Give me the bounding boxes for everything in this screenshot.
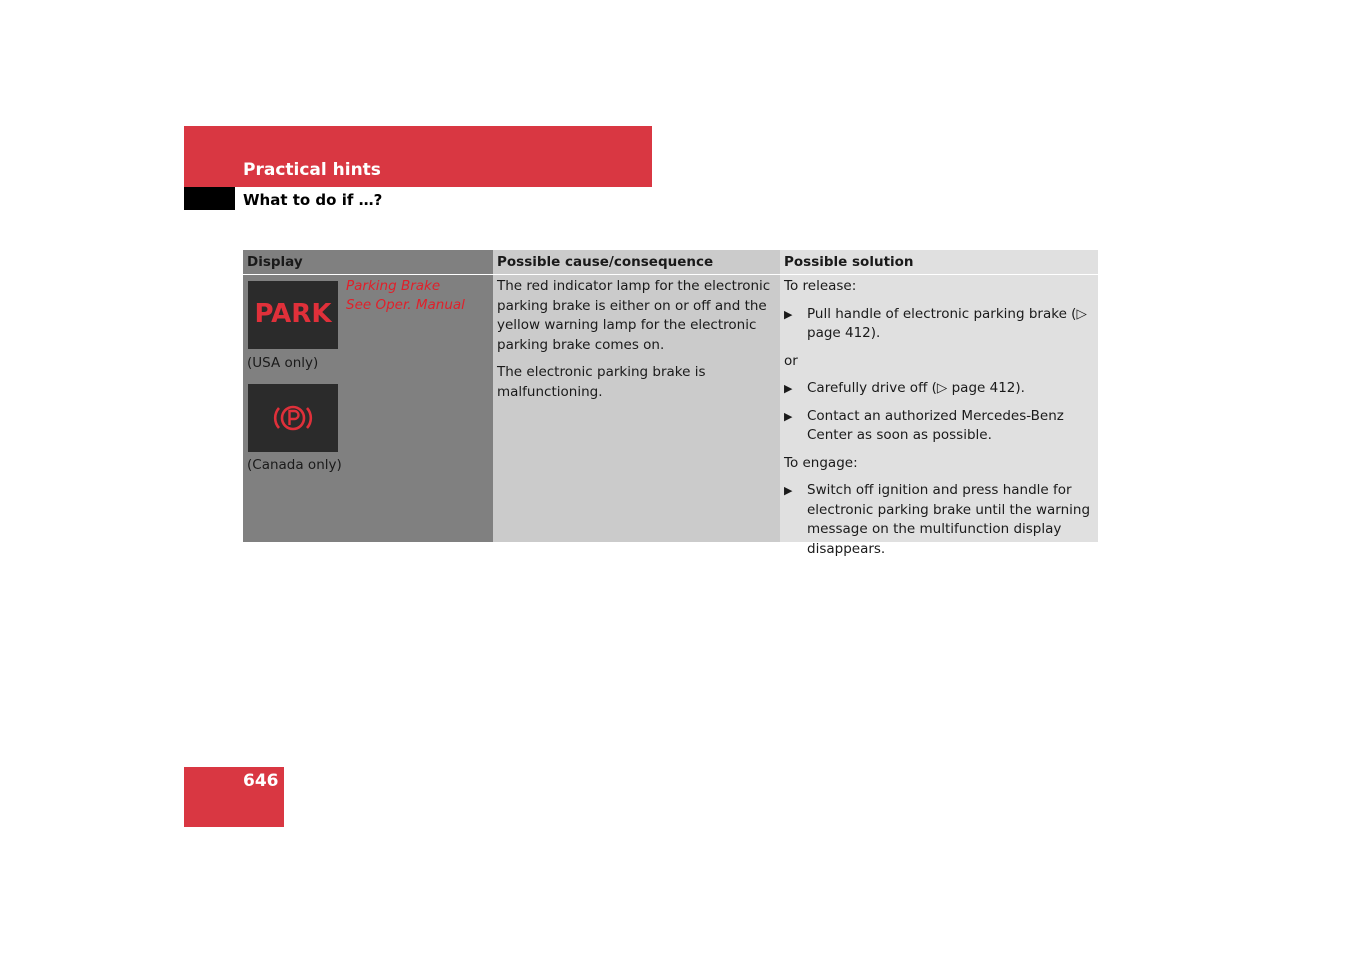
troubleshooting-table [243,250,1098,557]
park-icon-text: PARK [254,299,332,330]
usa-label: (USA only) [247,355,319,371]
bullet-arrow-icon: ▶ [784,484,793,497]
page-number: 646 [243,771,279,791]
cause-cell [493,275,780,402]
park-warning-icon [248,281,338,349]
cause-header: Possible cause/consequence [493,250,780,275]
bullet-arrow-icon: ▶ [784,409,793,423]
solution-step [784,407,1094,446]
or-label: or [784,352,798,369]
solution-column [780,250,1098,557]
display-message-line2: See Oper. Manual [346,297,465,313]
canada-label: (Canada only) [247,457,342,473]
solution-step [784,305,1094,344]
engage-label: To engage: [784,454,858,471]
solution-step-text: Carefully drive off (▷ page 412). [807,380,1025,396]
solution-step-text: Pull handle of electronic parking brake (▷ page 412). [807,305,1087,341]
display-message-line1: Parking Brake [346,278,441,294]
bullet-arrow-icon: ▶ [784,382,793,395]
solution-step-text: Contact an authorized Mercedes-Benz Center as soon as possible. [807,407,1064,443]
section-subtitle: What to do if …? [243,191,383,209]
display-column [243,250,493,542]
parking-brake-p-icon [248,384,338,452]
solution-cell [780,275,1098,559]
section-title: Practical hints [243,160,381,180]
cause-column [493,250,780,542]
cause-paragraph-1: The red indicator lamp for the electronic parking brake is either on or off and the yellow warning lamp for the electronic parking brake comes on. [497,278,771,353]
solution-step [784,481,1094,559]
parking-brake-p-icon-glyph [270,400,316,436]
cause-paragraph-2: The electronic parking brake is malfunctioning. [497,364,706,400]
bullet-arrow-icon: ▶ [784,307,793,321]
solution-header: Possible solution [780,250,1098,275]
display-header: Display [243,250,493,275]
release-label: To release: [784,278,857,294]
solution-step [784,379,1094,399]
section-marker [184,187,235,210]
solution-step-text: Switch off ignition and press handle for electronic parking brake until the warning message on the multifunction display disappears. [807,482,1091,557]
